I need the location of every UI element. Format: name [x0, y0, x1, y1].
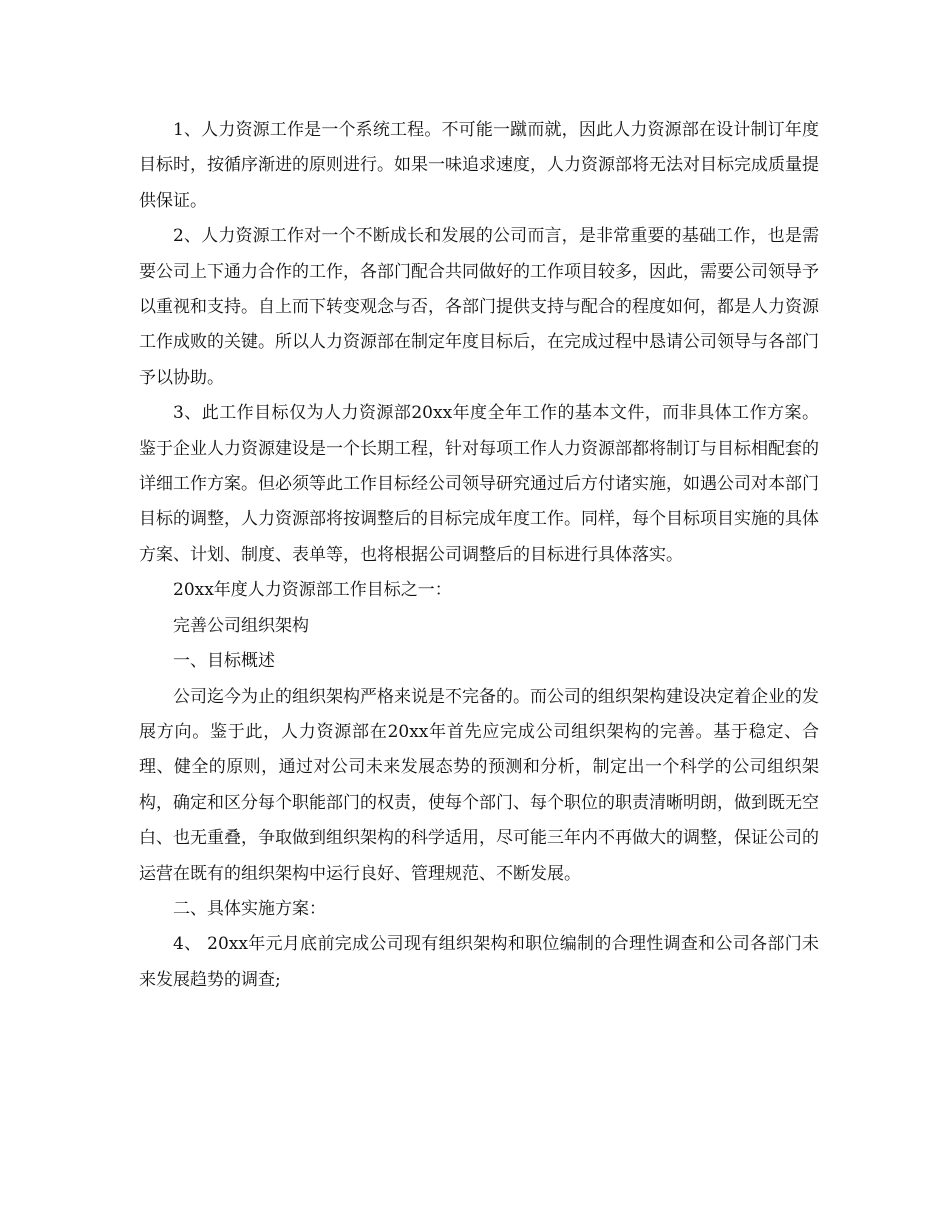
paragraph-principle-1: 1、人力资源工作是一个系统工程。不可能一蹴而就，因此人力资源部在设计制订年度目标时，按循序渐进的原则进行。如果一味追求速度，人力资源部将无法对目标完成质量提供保证。 — [139, 120, 819, 211]
paragraph-overview: 公司迄今为止的组织架构严格来说是不完备的。而公司的组织架构建设决定着企业的发展方向。鉴于此，人力资源部在20xx年首先应完成公司组织架构的完善。基于稳定、合理、健全的原则，通过对公司未来发展态势的预测和分析，制定出一个科学的公司组织架构，确定和区分每个职能部门的权责，使每个部门、每个职位的职责清晰明朗，做到既无空白、也无重叠，争取做到组织架构的科学适用，尽可能三年内不再做大的调整，保证公司的运营在既有的组织架构中运行良好、管理规范、不断发展。 — [139, 686, 819, 884]
subheading-overview: 一、目标概述 — [173, 651, 275, 672]
section-heading-goal-one: 20xx年度人力资源部工作目标之一： — [173, 580, 452, 601]
document-body — [139, 113, 819, 998]
goal-title: 完善公司组织架构 — [173, 615, 309, 636]
subheading-implementation: 二、具体实施方案： — [173, 898, 326, 919]
paragraph-principle-2: 2、人力资源工作对一个不断成长和发展的公司而言，是非常重要的基础工作，也是需要公司上下通力合作的工作，各部门配合共同做好的工作项目较多，因此，需要公司领导予以重视和支持。自上而下转变观念与否，各部门提供支持与配合的程度如何，都是人力资源工作成败的关键。所以人力资源部在制定年度目标后，在完成过程中恳请公司领导与各部门予以协助。 — [139, 226, 819, 388]
paragraph-step-4: 4、 20xx年元月底前完成公司现有组织架构和职位编制的合理性调查和公司各部门未来发展趋势的调查; — [139, 934, 819, 990]
paragraph-principle-3: 3、此工作目标仅为人力资源部20xx年度全年工作的基本文件，而非具体工作方案。鉴于企业人力资源建设是一个长期工程，针对每项工作人力资源部都将制订与目标相配套的详细工作方案。但必须等此工作目标经公司领导研究通过后方付诸实施，如遇公司对本部门目标的调整，人力资源部将按调整后的目标完成年度工作。同样，每个目标项目实施的具体方案、计划、制度、表单等，也将根据公司调整后的目标进行具体落实。 — [139, 403, 819, 565]
